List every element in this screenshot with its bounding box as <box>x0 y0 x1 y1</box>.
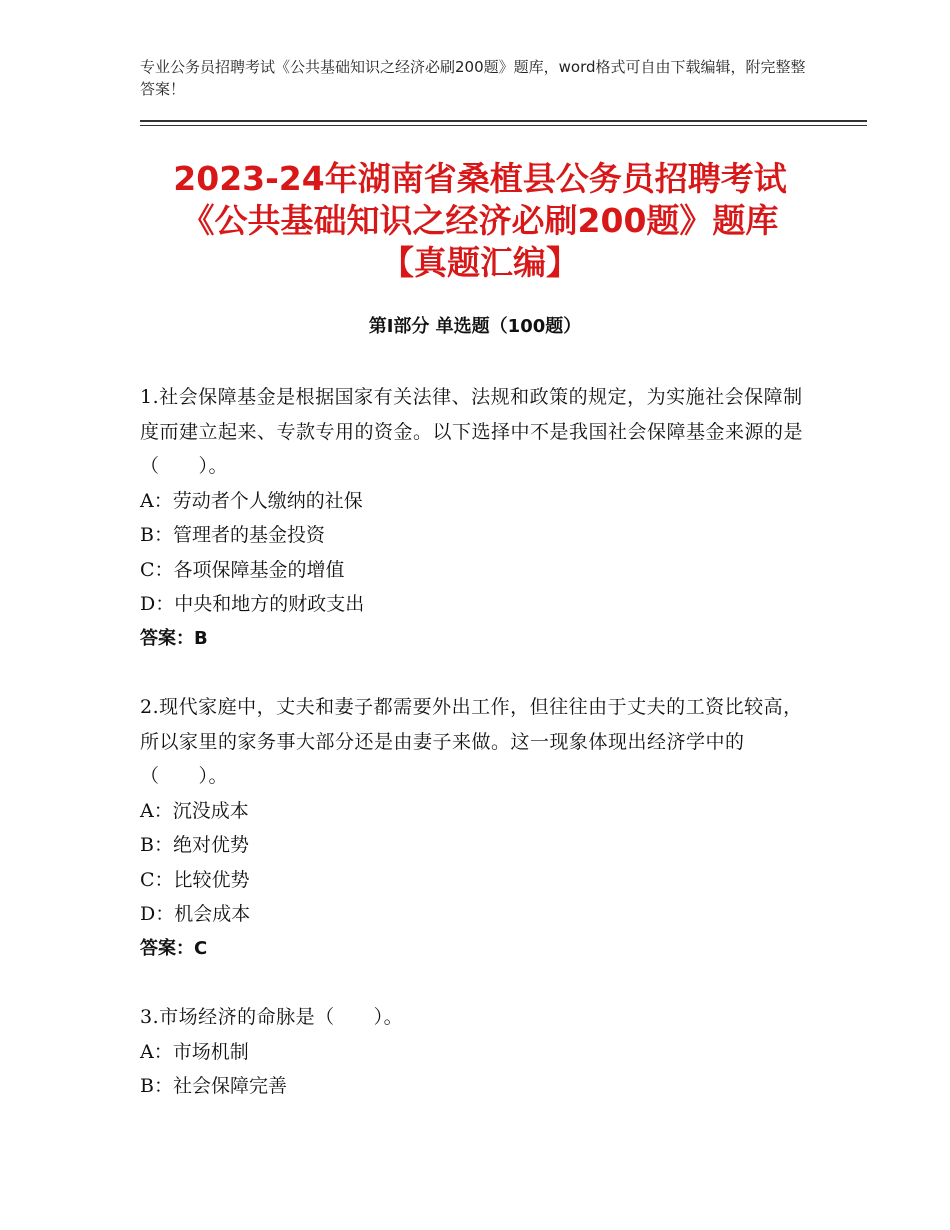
title-line-2: 《公共基础知识之经济必刷200题》题库 <box>181 201 779 240</box>
option-b: B：绝对优势 <box>140 834 249 856</box>
header-rule-thin <box>140 125 867 126</box>
question-1 <box>140 380 815 656</box>
option-c: C：比较优势 <box>140 868 250 891</box>
option-d: D：中央和地方的财政支出 <box>140 593 365 615</box>
header-note: 专业公务员招聘考试《公共基础知识之经济必刷200题》题库，word格式可自由下载编辑，附完整整答案！ <box>140 58 806 98</box>
answer-label: 答案：B <box>140 627 208 649</box>
option-d: D：机会成本 <box>140 903 251 925</box>
document-title <box>100 158 860 284</box>
question-2 <box>140 690 815 966</box>
option-b: B：社会保障完善 <box>140 1075 287 1097</box>
question-3 <box>140 1000 815 1104</box>
option-b: B：管理者的基金投资 <box>140 524 325 546</box>
title-line-3: 【真题汇编】 <box>381 243 579 282</box>
option-a: A：沉没成本 <box>140 799 249 822</box>
title-line-1: 2023-24年湖南省桑植县公务员招聘考试 <box>173 159 787 198</box>
answer-label: 答案：C <box>140 937 208 959</box>
question-stem: 1.社会保障基金是根据国家有关法律、法规和政策的规定，为实施社会保障制度而建立起来、专款专用的资金。以下选择中不是我国社会保障基金来源的是（ ）。 <box>140 386 804 477</box>
question-stem: 2.现代家庭中，丈夫和妻子都需要外出工作，但往往由于丈夫的工资比较高，所以家里的家务事大部分还是由妻子来做。这一现象体现出经济学中的（ ）。 <box>140 696 803 787</box>
question-stem: 3.市场经济的命脉是（ ）。 <box>140 1006 404 1028</box>
header-rule-thick <box>140 120 867 122</box>
question-list <box>140 380 815 1138</box>
option-c: C：各项保障基金的增值 <box>140 558 345 581</box>
option-a: A：市场机制 <box>140 1040 249 1063</box>
option-a: A：劳动者个人缴纳的社保 <box>140 489 363 512</box>
section-heading: 第I部分 单选题（100题） <box>368 316 582 337</box>
